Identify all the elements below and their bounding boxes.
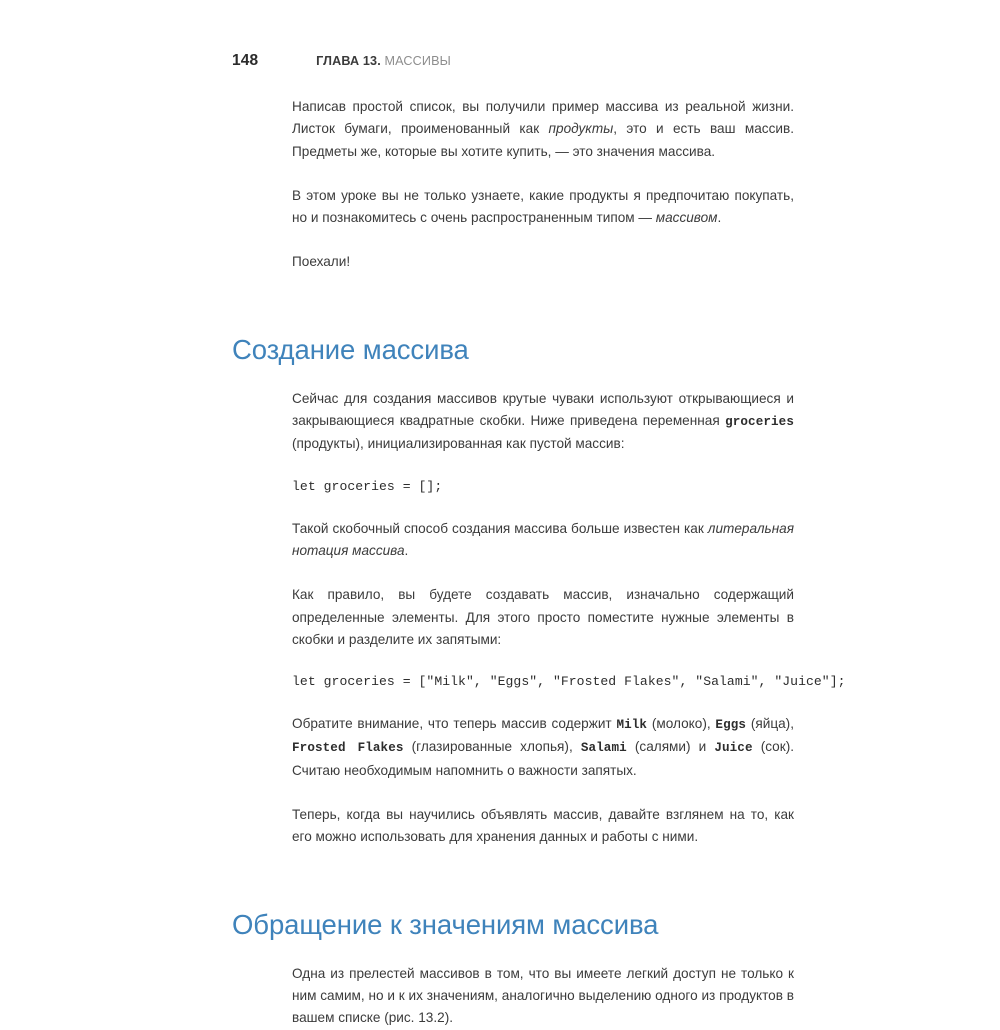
code-block-empty-array: let groceries = []; [292, 478, 443, 494]
spacer [232, 241, 794, 251]
chapter-title: МАССИВЫ [384, 54, 451, 68]
paragraph-s1-2 [232, 518, 794, 563]
paragraph-s1-4-text-a: Обратите внимание, что теперь массив содержит [292, 716, 617, 732]
paragraph-s1-1-text-b: (продукты), инициализированная как пустой массив: [292, 436, 625, 452]
chapter-breadcrumb [316, 54, 451, 68]
paragraph-s1-4-text-e: (салями) и [626, 739, 715, 755]
paragraph-s1-3: Как правило, вы будете создавать массив, изначально содержащий определенные элементы. Для этого просто поместите нужные элементы в скобки и разделите их запятыми: [292, 587, 794, 647]
paragraph-intro-2-text-b: . [717, 210, 722, 226]
paragraph-s1-4-text-c: (яйца), [746, 716, 794, 732]
paragraph-intro-2-text-a: В этом уроке вы не только узнаете, какие продукты я предпочитаю покупать, но и познакомитесь с очень распространенным типом — [292, 187, 794, 226]
spacer [232, 861, 794, 908]
spacer [232, 367, 794, 388]
spacer [232, 468, 794, 476]
spacer [232, 705, 794, 713]
paragraph-intro-2 [232, 185, 794, 230]
paragraph-s1-2-text-a: Такой скобочный способ создания массива больше известен как [292, 520, 708, 536]
inline-code-eggs: Eggs [715, 718, 747, 733]
paragraph-s1-1-text-a: Сейчас для создания массивов крутые чуваки используют открывающиеся и закрывающиеся квадратные скобки. Ниже приведена переменная [292, 390, 794, 429]
spacer [232, 510, 794, 518]
code-block-array-literal: let groceries = ["Milk", "Eggs", "Frosted Flakes", "Salami", "Juice"]; [292, 674, 846, 690]
paragraph-s2-1: Одна из прелестей массивов в том, что вы имеете легкий доступ не только к ним самим, но и к их значениям, аналогично выделению одного из продуктов в вашем списке (рис. 13.2). [292, 965, 794, 1026]
paragraph-intro-2-emphasis: массивом [655, 210, 718, 226]
spacer [232, 663, 794, 671]
page-content [232, 96, 846, 1030]
paragraph-intro-1-emphasis: продукты [548, 121, 614, 137]
paragraph-intro-1-text-a: Написав простой список, вы получили пример массива из реальной жизни. Листок бумаги, проименованный как [292, 99, 794, 137]
paragraph-s1-2-emphasis: литеральная нотация массива [292, 520, 794, 558]
spacer [232, 286, 794, 333]
section-heading-accessing-values: Обращение к значениям массива [232, 908, 659, 940]
inline-code-frosted-flakes: Frosted Flakes [292, 741, 404, 756]
inline-code-groceries: groceries [725, 415, 794, 430]
spacer [232, 942, 794, 963]
paragraph-s1-2-text-b: . [404, 542, 409, 558]
paragraph-s1-4-text-d: (глазированные хлопья), [403, 739, 581, 755]
spacer [232, 175, 794, 185]
paragraph-s1-4-text-f: (сок). Считаю необходимым напомнить о важности запятых. [292, 739, 794, 778]
paragraph-s1-1 [232, 388, 794, 456]
paragraph-intro-3: Поехали! [292, 254, 351, 270]
page-number: 148 [232, 52, 259, 69]
paragraph-intro-1 [232, 96, 794, 163]
paragraph-s1-4-text-b: (молоко), [647, 716, 716, 732]
paragraph-intro-1-text-b: , это и есть ваш массив. Предметы же, которые вы хотите купить, — это значения массива. [292, 121, 794, 159]
inline-code-juice: Juice [714, 741, 753, 756]
section-heading-creating-array: Создание массива [232, 333, 469, 365]
paragraph-s1-4 [232, 713, 794, 782]
paragraph-s1-5: Теперь, когда вы научились объявлять массив, давайте взглянем на то, как его можно использовать для хранения данных и работы с ними. [292, 807, 794, 845]
running-head [232, 52, 451, 70]
chapter-label: ГЛАВА 13. [316, 54, 381, 68]
spacer [232, 574, 794, 584]
inline-code-milk: Milk [616, 718, 648, 733]
inline-code-salami: Salami [580, 741, 627, 756]
spacer [232, 794, 794, 804]
